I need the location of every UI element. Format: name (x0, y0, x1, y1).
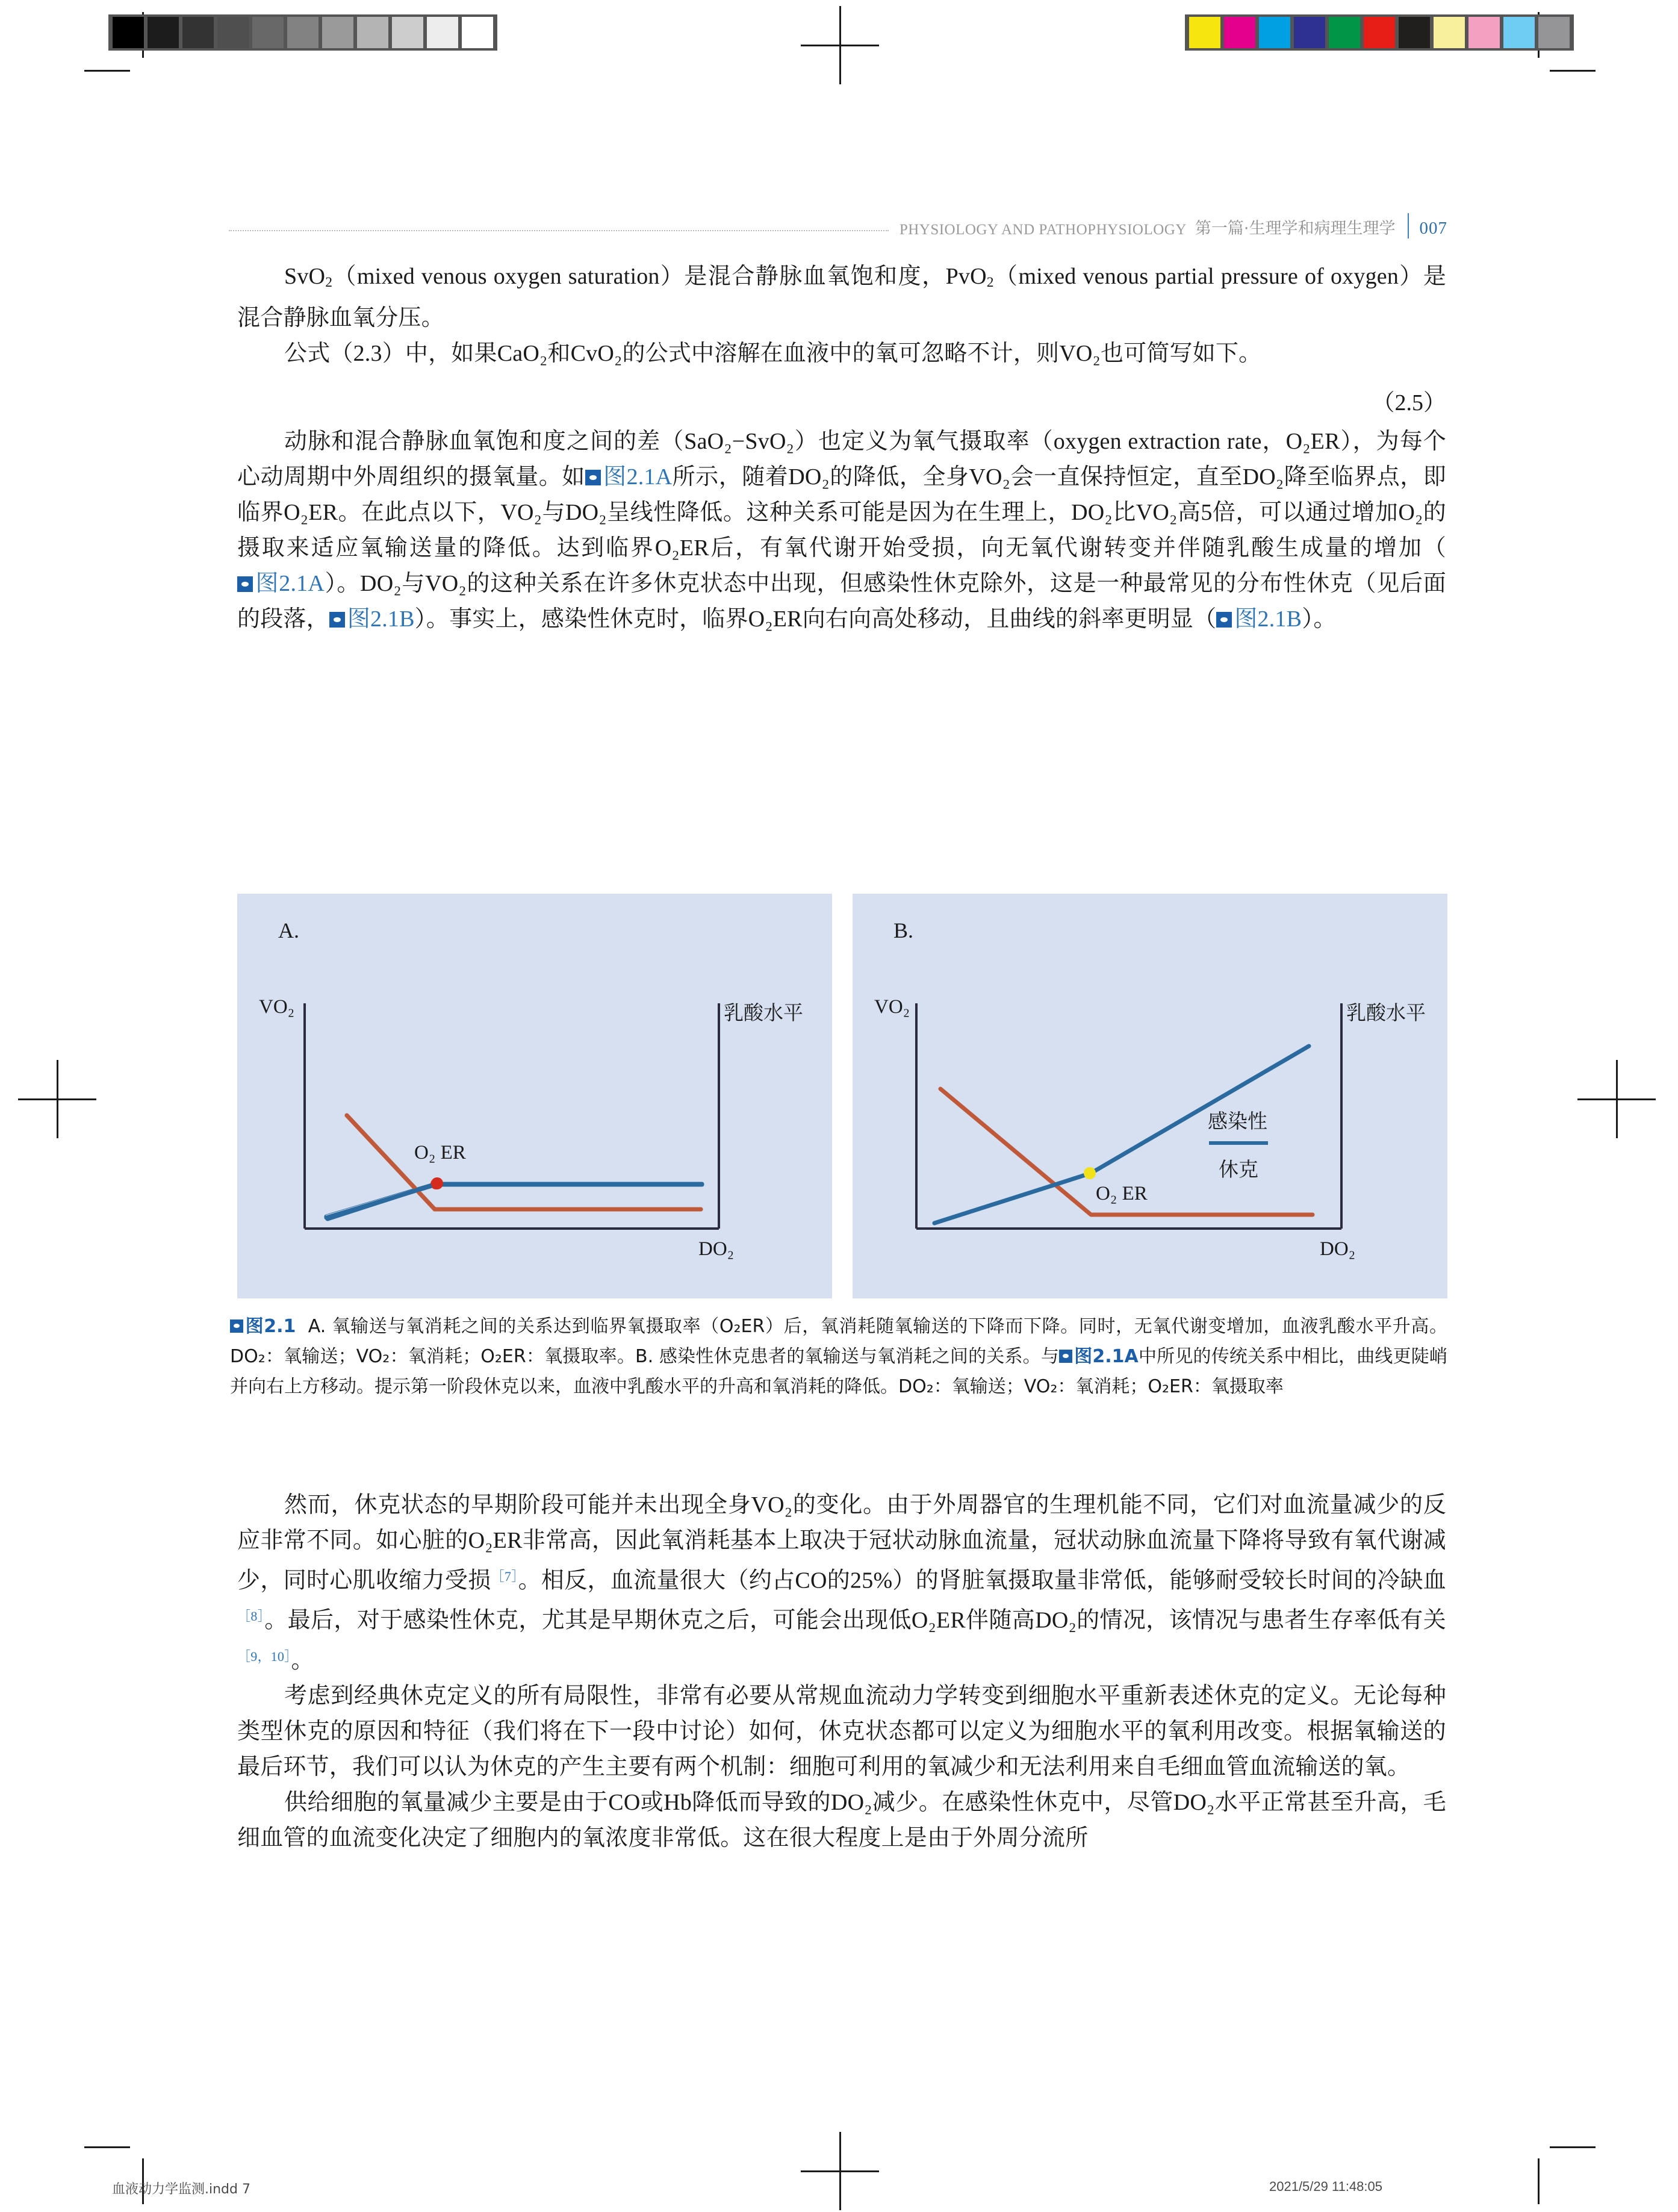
citation-7[interactable]: ［7］ (491, 1569, 518, 1584)
p4-segment-1: 然而，休克状态的早期阶段可能并未出现全身VO₂的变化。由于外周器官的生理机能不同，它们对血流量减少的反应非常不同。如心脏的O₂ER非常高，因此氧消耗基本上取决于冠状动脉血流量，冠状动脉血流量下降将导致有氧代谢减少，同时心肌收缩力受损 (237, 1492, 1446, 1594)
p3-segment-2: 所示，随着DO₂的降低，全身VO₂会一直保持恒定，直至DO₂降至临界点，即临界O₂ER。在此点以下，VO₂与DO₂呈线性降低。这种关系可能是因为在生理上，DO₂比VO₂高5倍，可以通过增加O₂的摄取来适应氧输送量的降低。达到临界O₂ER后，有氧代谢开始受损，向无氧代谢转变并伴随乳酸生成量的增加（ (237, 464, 1446, 561)
header-chinese-title: 第一篇·生理学和病理生理学 (1195, 219, 1396, 238)
panel-b-plot (853, 894, 1447, 1298)
caption-figref-label: 图2.1A (1074, 1346, 1139, 1367)
panel-b-x-axis-label: DO₂ (1320, 1238, 1356, 1260)
p4-segment-4: 。 (291, 1648, 314, 1674)
paragraph-1 (237, 259, 1446, 336)
body-upper (237, 259, 1446, 637)
panel-a-x-axis-label: DO₂ (698, 1238, 735, 1260)
panel-b-curve-label-bottom: 休克 (1219, 1157, 1258, 1181)
figure-panel-a (237, 894, 832, 1298)
running-head (229, 212, 1447, 238)
footer-file-name: 血液动力学监测.indd 7 (112, 2182, 250, 2197)
panel-b-o2er-annotation: O₂ ER (1096, 1183, 1148, 1204)
p3-segment-3: ）。DO₂与VO₂的这种关系在许多休克状态中出现，但感染性休克除外，这是一种最常见的分布性休克（见后面的段落， (237, 571, 1446, 632)
caption-marker-icon (230, 1319, 243, 1333)
p1-sub-1: 2 (325, 275, 333, 291)
body-lower (237, 1488, 1446, 1856)
figure-ref-label-3: 图2.1B (347, 606, 415, 632)
paragraph-4 (237, 1488, 1446, 1678)
panel-b-curve-label-top: 感染性 (1208, 1109, 1267, 1133)
panel-a-plot (237, 894, 832, 1298)
figure-ref-icon (237, 576, 253, 592)
figure-ref-label-1: 图2.1A (603, 464, 673, 490)
panel-a-o2er-annotation: O₂ ER (414, 1142, 466, 1164)
figure-caption (230, 1312, 1447, 1402)
footer-timestamp: 2021/5/29 11:48:05 (1269, 2179, 1382, 2194)
figure-2-1 (237, 894, 1447, 1298)
panel-b-right-axis-label: 乳酸水平 (1346, 1001, 1426, 1024)
caption-text-part-2: 中所见的传统关系中相比，曲线更陡峭并向右上方移动。提示第一阶段休克以来，血液中乳酸水平的升高和氧消耗的降低。DO₂：氧输送；VO₂：氧消耗；O₂ER：氧摄取率 (230, 1346, 1447, 1397)
figure-ref-label-2: 图2.1A (255, 571, 325, 597)
figure-reference-4[interactable] (1216, 606, 1302, 632)
caption-number (230, 1316, 296, 1337)
p1-part-a: SvO (284, 264, 326, 289)
caption-inline-figref[interactable] (1059, 1346, 1139, 1367)
panel-b-label: B. (893, 918, 914, 942)
paragraph-5: 考虑到经典休克定义的所有局限性，非常有必要从常规血流动力学转变到细胞水平重新表述休克的定义。无论每种类型休克的原因和特征（我们将在下一段中讨论）如何，休克状态都可以定义为细胞水平的氧利用改变。根据氧输送的最后环节，我们可以认为休克的产生主要有两个机制：细胞可利用的氧减少和无法利用来自毛细血管血流输送的氧。 (237, 1683, 1446, 1780)
p3-segment-1: 动脉和混合静脉血氧饱和度之间的差（SaO₂−SvO₂）也定义为氧气摄取率（oxygen extraction rate，O₂ER），为每个心动周期中外周组织的摄氧量。如 (237, 429, 1446, 490)
figure-reference-1[interactable] (585, 464, 673, 490)
figure-panel-b (853, 894, 1447, 1298)
header-english-title: PHYSIOLOGY AND PATHOPHYSIOLOGY (899, 222, 1187, 238)
panel-a-critical-point (430, 1179, 441, 1189)
panel-a-right-axis-label: 乳酸水平 (724, 1001, 803, 1024)
citation-9-10[interactable]: ［9，10］ (237, 1648, 291, 1664)
header-rule (229, 229, 889, 231)
p3-segment-5: ）。 (1302, 606, 1337, 632)
panel-a-y-axis-label: VO₂ (259, 996, 295, 1018)
equation-number: （2.5） (1372, 390, 1446, 416)
caption-marker-icon (1059, 1350, 1072, 1363)
panel-a-label: A. (278, 918, 299, 942)
caption-number-label: 图2.1 (245, 1316, 296, 1337)
header-divider (1408, 213, 1409, 238)
paragraph-3 (237, 424, 1446, 637)
p1-sub-2: 2 (986, 275, 994, 291)
p1-part-c: （mixed venous partial pressure of oxygen）是混合静脉血氧分压。 (237, 264, 1446, 331)
figure-ref-label-4: 图2.1B (1234, 606, 1302, 632)
panel-b-y-axis-label: VO₂ (874, 996, 910, 1018)
page-number: 007 (1419, 219, 1447, 238)
p1-part-b: （mixed venous oxygen saturation）是混合静脉血氧饱和度，PvO (332, 264, 987, 289)
figure-ref-icon (585, 470, 601, 485)
p4-segment-2: 。相反，血流量很大（约占CO的25%）的肾脏氧摄取量非常低，能够耐受较长时间的冷缺血 (518, 1568, 1446, 1594)
p4-segment-3: 。最后，对于感染性休克，尤其是早期休克之后，可能会出现低O₂ER伴随高DO₂的情况，该情况与患者生存率低有关 (264, 1607, 1446, 1633)
caption-text-part-1: A. 氧输送与氧消耗之间的关系达到临界氧摄取率（O₂ER）后，氧消耗随氧输送的下降而下降。同时，无氧代谢变增加，血液乳酸水平升高。DO₂：氧输送；VO₂：氧消耗；O₂ER：氧摄取率。B. 感染性休克患者的氧输送与氧消耗之间的关系。与 (230, 1316, 1447, 1367)
figure-reference-3[interactable] (329, 606, 415, 632)
figure-ref-icon (329, 612, 345, 628)
paragraph-6: 供给细胞的氧量减少主要是由于CO或Hb降低而导致的DO₂减少。在感染性休克中，尽管DO₂水平正常甚至升高，毛细血管的血流变化决定了细胞内的氧浓度非常低。这在很大程度上是由于外周分流所 (237, 1790, 1446, 1851)
citation-8[interactable]: ［8］ (237, 1609, 265, 1624)
figure-ref-icon (1216, 612, 1232, 628)
figure-reference-2[interactable] (237, 571, 325, 596)
paragraph-2: 公式（2.3）中，如果CaO₂和CvO₂的公式中溶解在血液中的氧可忽略不计，则VO₂也可简写如下。 (284, 341, 1262, 367)
p3-segment-4: ）。事实上，感染性休克时，临界O₂ER向右向高处移动，且曲线的斜率更明显（ (414, 606, 1217, 632)
